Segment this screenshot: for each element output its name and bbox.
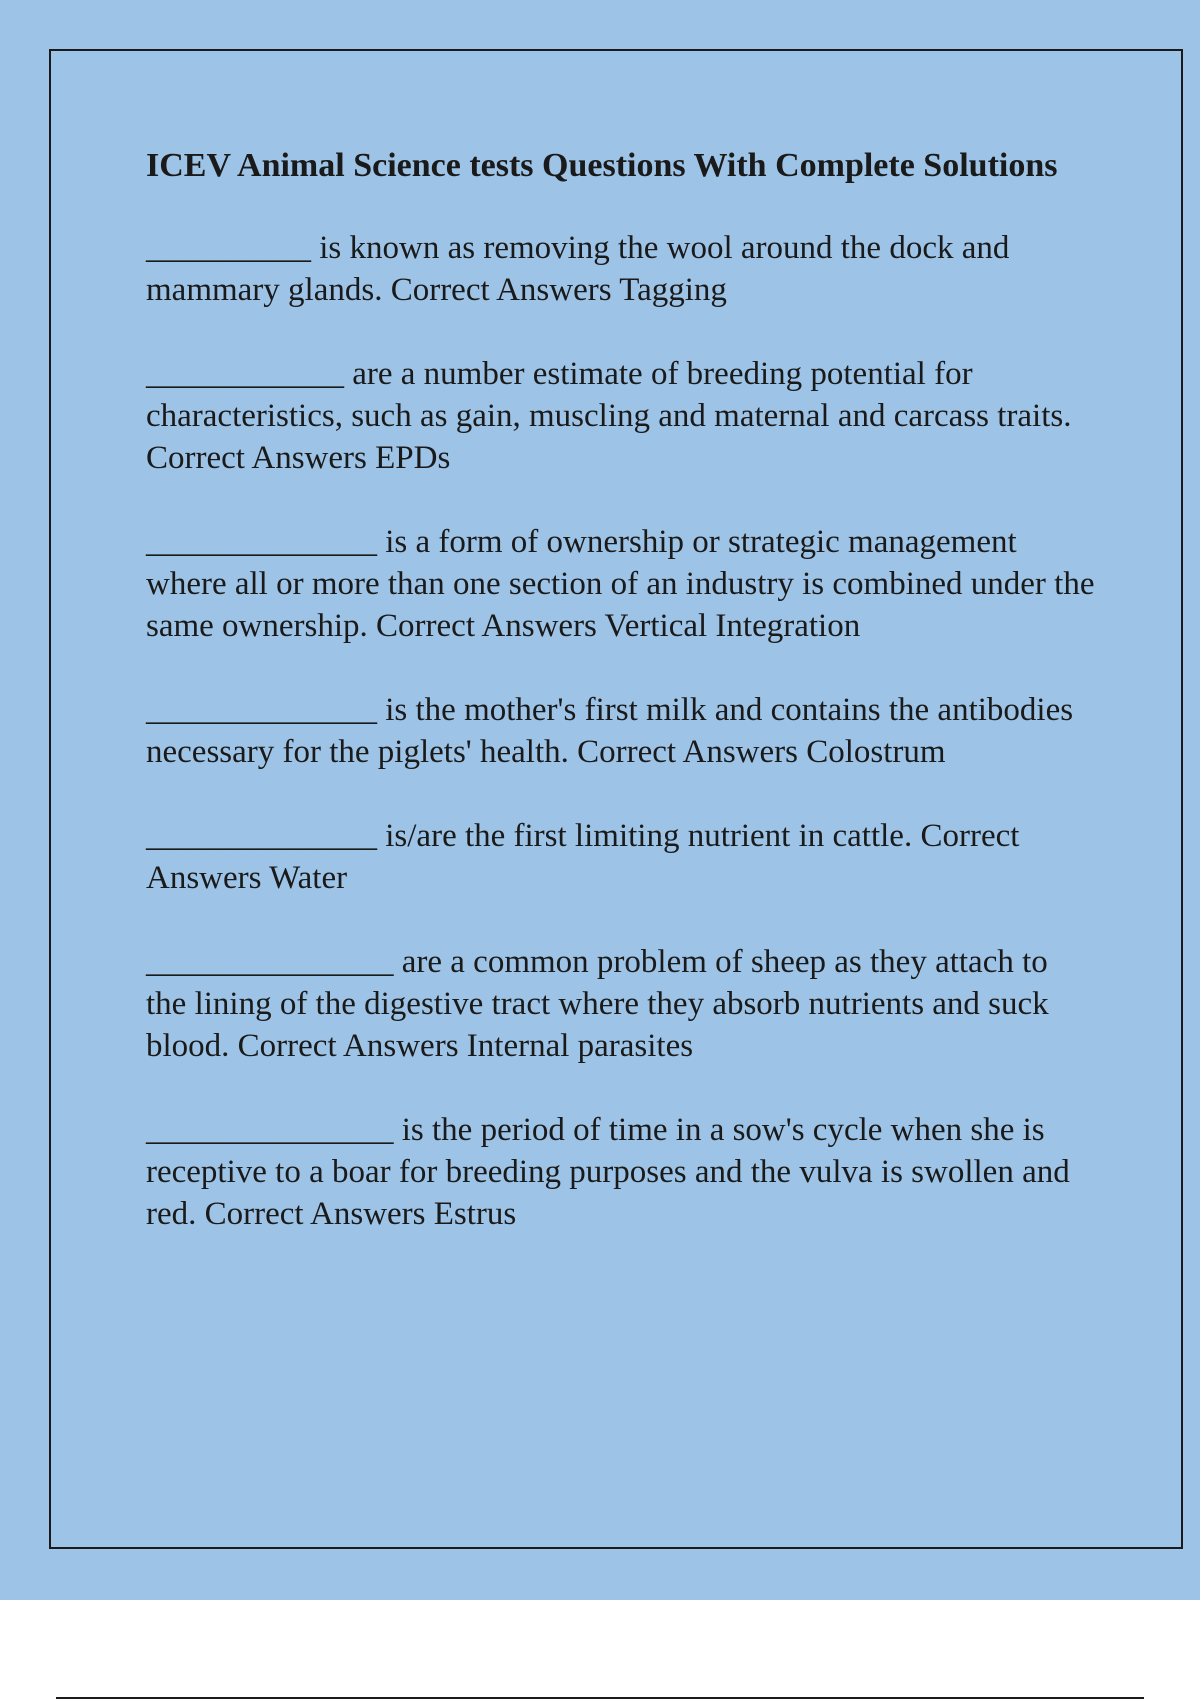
question-6 <box>146 941 1096 1067</box>
question-text: is known as removing the wool around the dock and mammary glands. Correct Answers Tagging <box>146 230 1010 308</box>
question-text: are a common problem of sheep as they attach to the lining of the digestive tract where they absorb nutrients and suck blood. Correct Answers Internal parasites <box>146 944 1049 1064</box>
answer-blank: ____________ <box>146 356 344 392</box>
question-5 <box>146 815 1096 899</box>
question-text: is a form of ownership or strategic management where all or more than one section of an industry is combined under the same ownership. Correct Answers Vertical Integration <box>146 524 1095 644</box>
document-content <box>146 145 1096 1277</box>
question-text: is/are the first limiting nutrient in cattle. Correct Answers Water <box>146 818 1020 896</box>
question-7 <box>146 1109 1096 1235</box>
question-text: is the mother's first milk and contains the antibodies necessary for the piglets' health. Correct Answers Colostrum <box>146 692 1074 770</box>
question-3 <box>146 521 1096 647</box>
answer-blank: __________ <box>146 230 311 266</box>
answer-blank: _______________ <box>146 1112 394 1148</box>
question-2 <box>146 353 1096 479</box>
answer-blank: ______________ <box>146 692 377 728</box>
answer-blank: _______________ <box>146 944 394 980</box>
answer-blank: ______________ <box>146 818 377 854</box>
question-text: are a number estimate of breeding potential for characteristics, such as gain, muscling and maternal and carcass traits. Correct Answers EPDs <box>146 356 1072 476</box>
document-title: ICEV Animal Science tests Questions With Complete Solutions <box>146 147 1058 184</box>
question-text: is the period of time in a sow's cycle when she is receptive to a boar for breeding purposes and the vulva is swollen and red. Correct Answers Estrus <box>146 1112 1070 1232</box>
footer-divider <box>56 1697 1144 1699</box>
answer-blank: ______________ <box>146 524 377 560</box>
question-4 <box>146 689 1096 773</box>
question-1 <box>146 227 1096 311</box>
